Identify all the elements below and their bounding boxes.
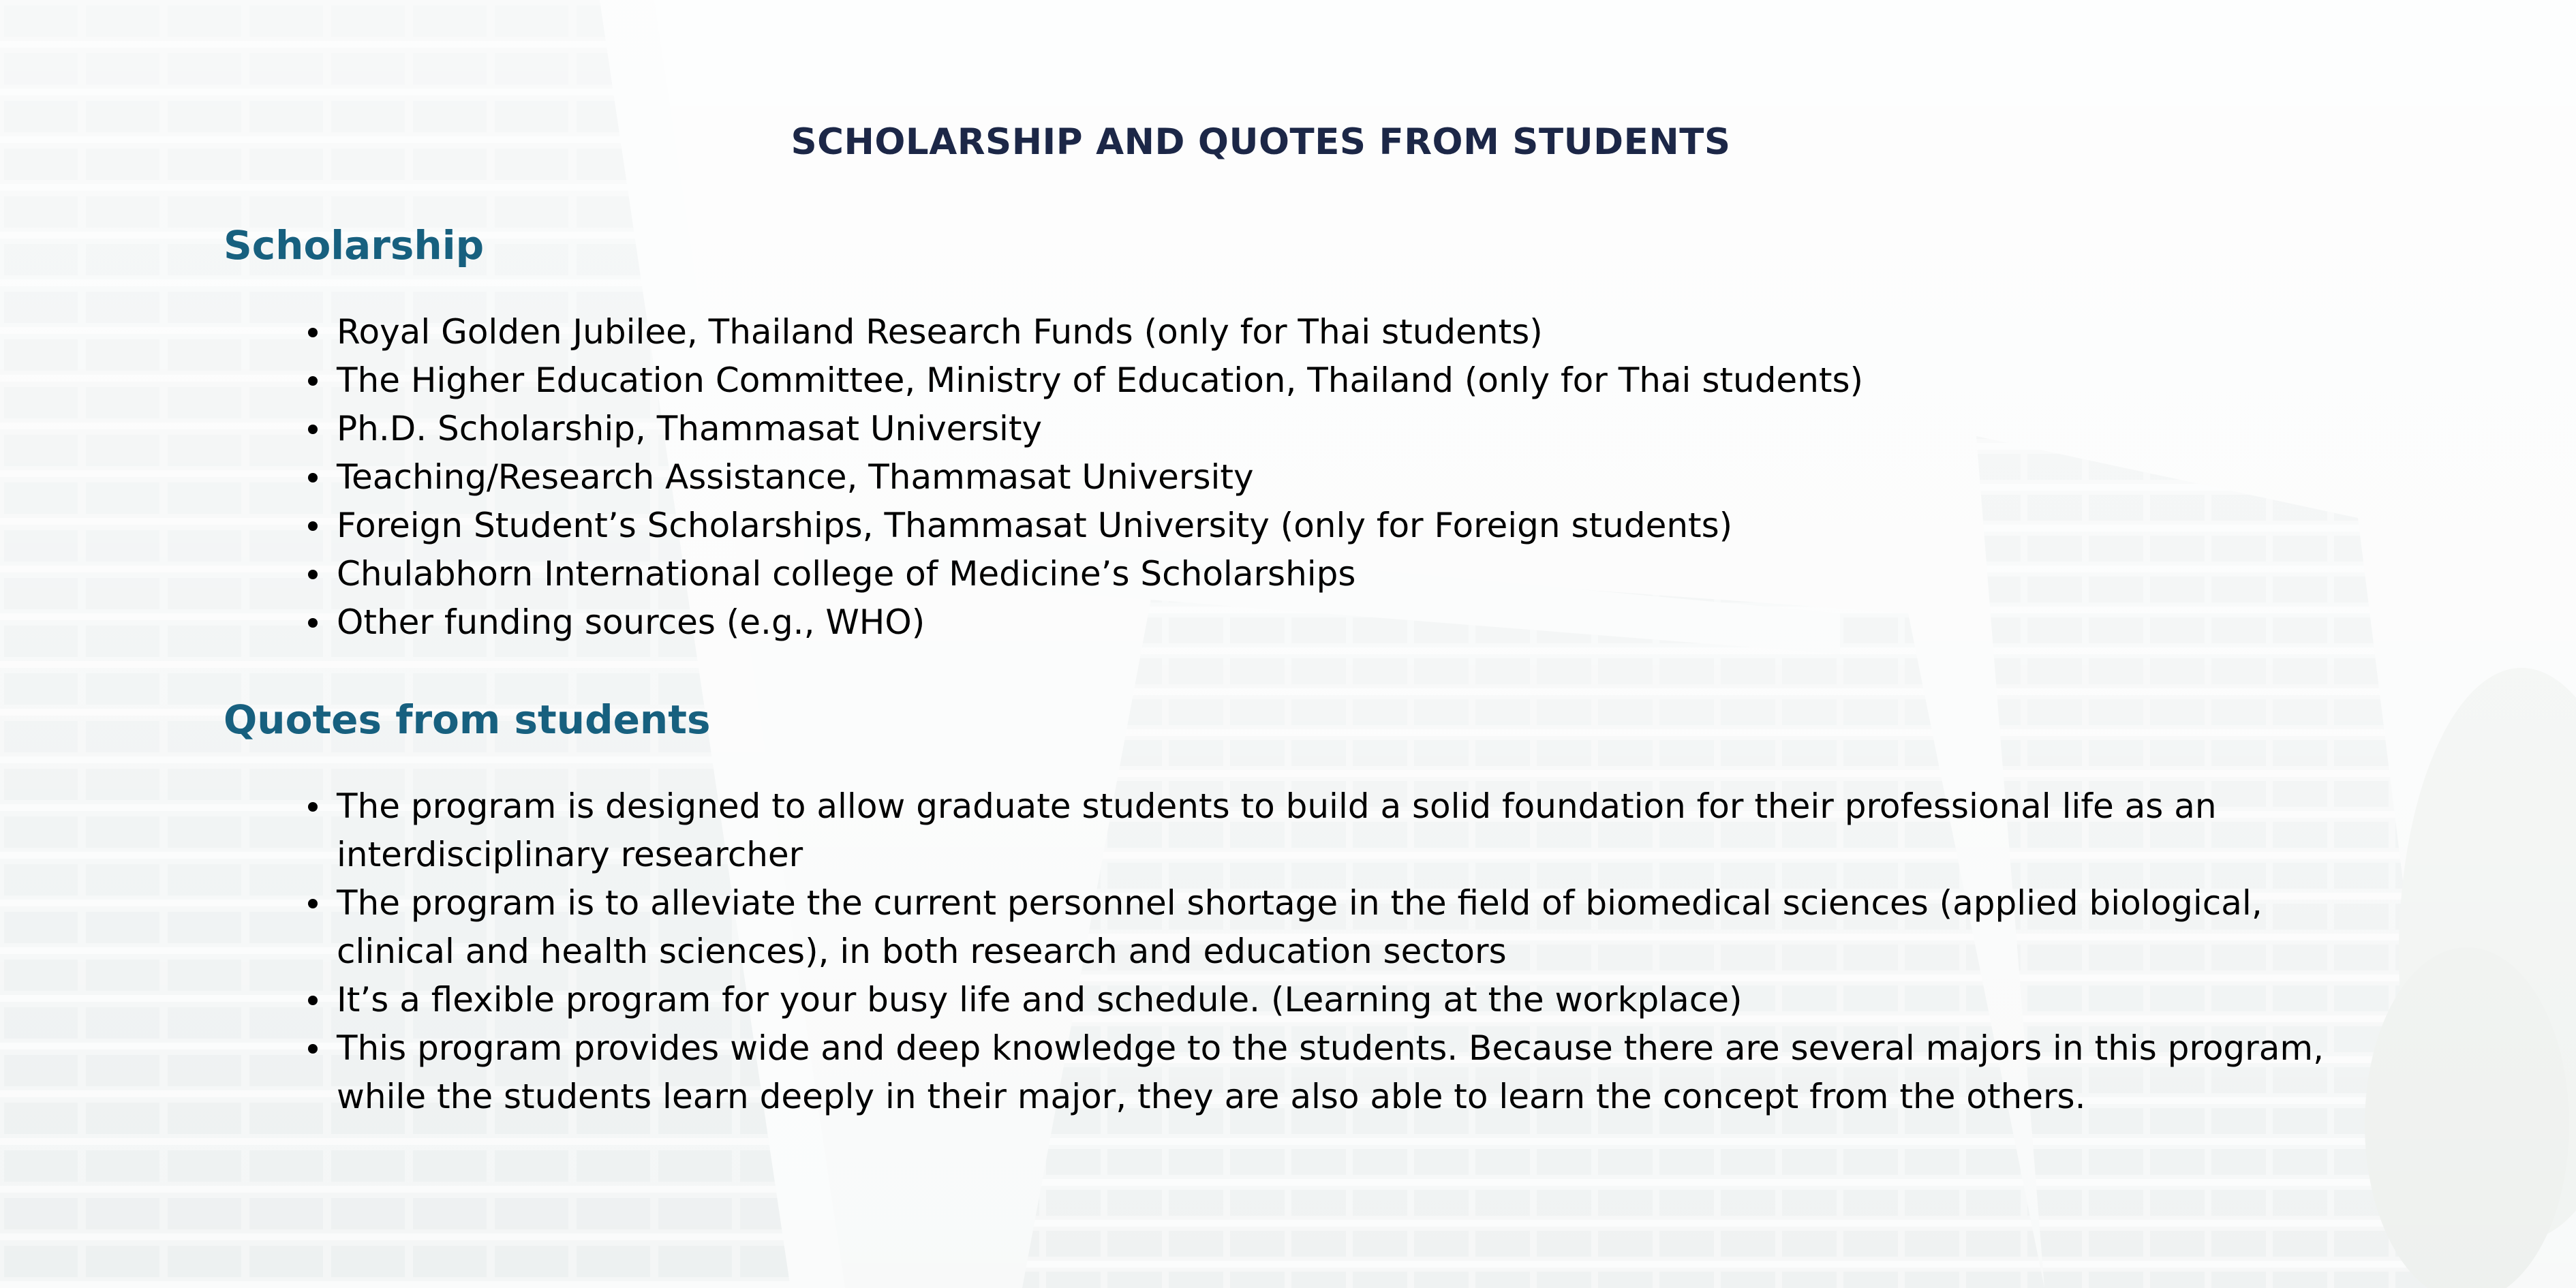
- list-item: The program is to alleviate the current personnel shortage in the field of biomedical sciences (applied biological, clinical and health sciences), in both research and education sectors: [337, 879, 2374, 976]
- page-title: SCHOLARSHIP AND QUOTES FROM STUDENTS: [791, 121, 1731, 163]
- quotes-list: [300, 782, 2374, 1121]
- list-item: Chulabhorn International college of Medicine’s Scholarships: [337, 550, 2374, 598]
- list-item: Teaching/Research Assistance, Thammasat University: [337, 453, 2374, 502]
- scholarship-heading: Scholarship: [224, 222, 485, 269]
- list-item: The program is designed to allow graduate students to build a solid foundation for their professional life as an interdisciplinary researcher: [337, 782, 2374, 879]
- list-item: Ph.D. Scholarship, Thammasat University: [337, 405, 2374, 453]
- scholarship-list: [300, 308, 2374, 647]
- list-item: Royal Golden Jubilee, Thailand Research Funds (only for Thai students): [337, 308, 2374, 356]
- list-item: The Higher Education Committee, Ministry of Education, Thailand (only for Thai students): [337, 356, 2374, 405]
- list-item: This program provides wide and deep knowledge to the students. Because there are several majors in this program, while the students learn deeply in their major, they are also able to learn the concept from the others.: [337, 1024, 2374, 1121]
- list-item: Foreign Student’s Scholarships, Thammasat University (only for Foreign students): [337, 502, 2374, 550]
- list-item: It’s a flexible program for your busy life and schedule. (Learning at the workplace): [337, 976, 2374, 1024]
- quotes-heading: Quotes from students: [224, 696, 711, 743]
- list-item: Other funding sources (e.g., WHO): [337, 598, 2374, 647]
